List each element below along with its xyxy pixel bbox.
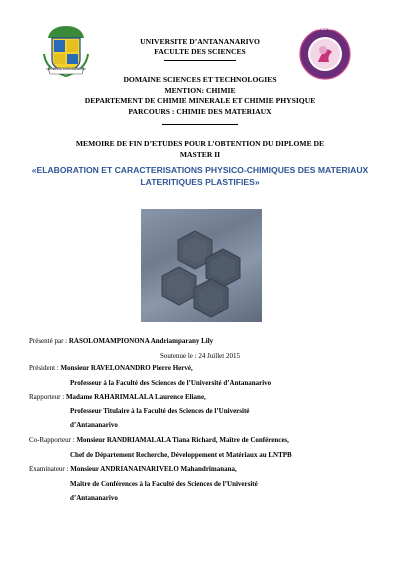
president-row <box>29 364 193 373</box>
examinateur-row <box>29 465 237 474</box>
examinateur-name: Monsieur ANDRIANAINARIVELO Mahandrimanana, <box>70 465 237 473</box>
domain-name: DOMAINE SCIENCES ET TECHNOLOGIES <box>123 75 277 84</box>
divider <box>164 60 236 61</box>
thesis-title-line-1: «ELABORATION ET CARACTERISATIONS PHYSICO-CHIMIQUES DES MATERIAUX <box>31 165 369 175</box>
defense-date: Soutenue le : 24 Juillet 2015 <box>160 352 240 360</box>
president-title: Professeur à la Faculté des Sciences de l’Université d’Antananarivo <box>70 379 272 387</box>
rapporteur-label: Rapporteur : <box>29 393 66 401</box>
faculty-name: FACULTE DES SCIENCES <box>154 47 246 56</box>
president-name: Monsieur RAVELONANDRO Pierre Hervé, <box>60 364 193 372</box>
presented-by <box>29 337 213 346</box>
author-name: RASOLOMAMPIONONA Andriamparany Lily <box>68 337 214 345</box>
memoire-line-1: MEMOIRE DE FIN D’ETUDES POUR L’OBTENTION DU DIPLOME DE <box>75 139 325 148</box>
parcours: PARCOURS : CHIMIE DES MATERIAUX <box>128 107 272 116</box>
department-name: DEPARTEMENT DE CHIMIE MINERALE ET CHIMIE PHYSIQUE <box>84 96 316 105</box>
divider <box>162 124 238 125</box>
examinateur-title-1: Maître de Conférences à la Faculté des Sciences de l’Université <box>70 480 258 488</box>
rapporteur-title-2: d’Antananarivo <box>70 421 118 429</box>
examinateur-label: Examinateur : <box>29 465 71 473</box>
corapporteur-name: Monsieur RANDRIAMALALA Tiana Richard, Maître de Conférences, <box>76 436 289 444</box>
tiles-photo <box>141 209 262 322</box>
corapporteur-label: Co-Rapporteur : <box>29 436 77 444</box>
rapporteur-name: Madame RAHARIMALALA Laurence Eliane, <box>65 393 206 401</box>
examinateur-title-2: d’Antananarivo <box>70 494 118 502</box>
rapporteur-row <box>29 393 206 402</box>
university-logo-text: UNIVERSITE D'ANTANANARIVO <box>46 68 86 71</box>
president-label: Président : <box>29 364 61 372</box>
presented-label: Présenté par : <box>29 337 69 345</box>
faculty-logo-text: FACULTE DES SCIENCES <box>306 27 344 31</box>
rapporteur-title-1: Professeur Titulaire à la Faculté des Sciences de l’Université <box>70 407 250 415</box>
memoire-line-2: MASTER II <box>179 150 221 159</box>
corapporteur-row <box>29 436 289 445</box>
mention: MENTION: CHIMIE <box>164 86 236 95</box>
thesis-title-line-2: LATERITIQUES PLASTIFIES» <box>140 177 260 187</box>
university-name: UNIVERSITE D’ANTANANARIVO <box>140 37 260 46</box>
corapporteur-title: Chef de Département Recherche, Développement et Matériaux au LNTPB <box>70 451 292 459</box>
